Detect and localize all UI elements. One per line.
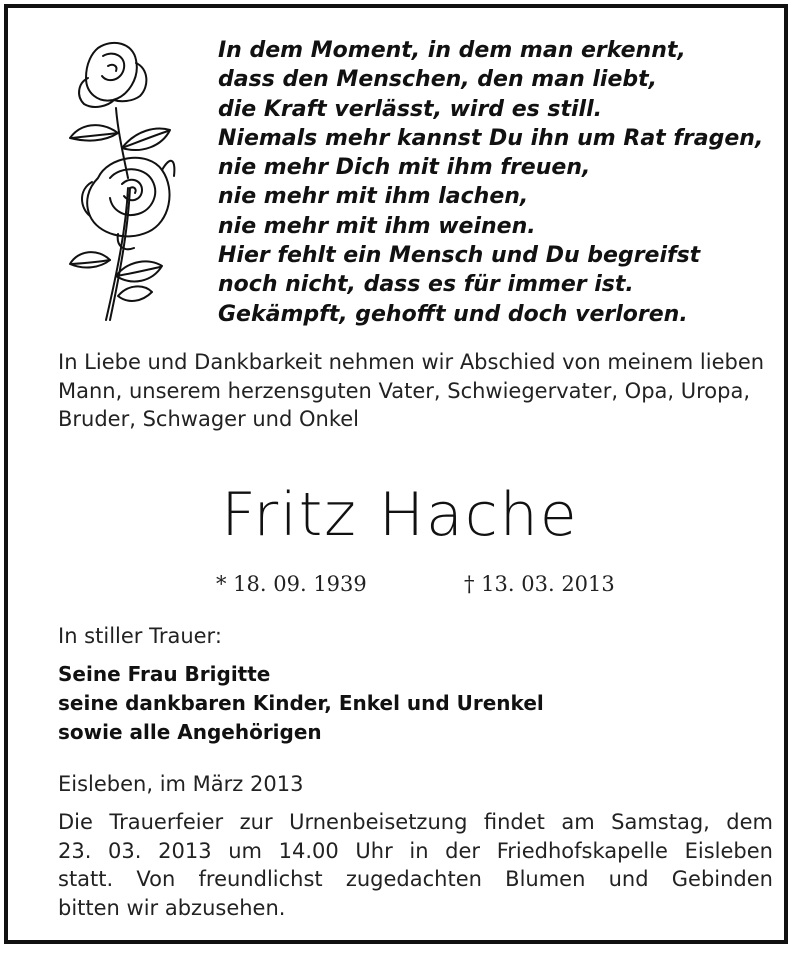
funeral-notice bbox=[58, 808, 773, 922]
poem-line: Niemals mehr kannst Du ihn um Rat fragen, bbox=[218, 125, 764, 151]
notice-line: Die Trauerfeier zur Urnenbeisetzung findet am Samstag, dem bbox=[58, 810, 773, 834]
rose-icon bbox=[58, 38, 178, 328]
family-line: seine dankbaren Kinder, Enkel und Urenkel bbox=[58, 691, 544, 715]
obituary-frame bbox=[4, 4, 788, 944]
poem-line: noch nicht, dass es für immer ist. bbox=[218, 272, 634, 298]
poem-line: Hier fehlt ein Mensch und Du begreifst bbox=[218, 243, 701, 269]
notice-line: 23. 03. 2013 um 14.00 Uhr in der Friedhofskapelle Eisleben bbox=[58, 838, 773, 863]
place-date: Eisleben, im März 2013 bbox=[58, 772, 304, 796]
intro-text: In Liebe und Dankbarkeit nehmen wir Abschied von meinem lieben Mann, unserem herzensguten Vater, Schwiegervater, Opa, Uropa, Bruder, Schwager und Onkel bbox=[58, 350, 765, 431]
poem-line: Gekämpft, gehofft und doch verloren. bbox=[218, 301, 688, 327]
mourning-label: In stiller Trauer: bbox=[58, 624, 222, 648]
birth-date: * 18. 09. 1939 bbox=[216, 572, 367, 596]
poem-line: In dem Moment, in dem man erkennt, bbox=[218, 38, 686, 63]
notice-line: statt. Von freundlichst zugedachten Blumen und Gebinden bbox=[58, 867, 773, 891]
poem-line: dass den Menschen, den man liebt, bbox=[218, 67, 658, 93]
poem-line: die Kraft verlässt, wird es still. bbox=[218, 96, 602, 122]
poem-line: nie mehr mit ihm weinen. bbox=[218, 213, 536, 239]
poem-line: nie mehr mit ihm lachen, bbox=[218, 184, 529, 210]
poem-line: nie mehr Dich mit ihm freuen, bbox=[218, 155, 591, 181]
family-line: Seine Frau Brigitte bbox=[58, 662, 271, 686]
deceased-name: Fritz Hache bbox=[221, 480, 579, 550]
poem bbox=[218, 36, 778, 329]
notice-line: bitten wir abzusehen. bbox=[58, 895, 286, 920]
death-date: † 13. 03. 2013 bbox=[464, 572, 615, 596]
family-line: sowie alle Angehörigen bbox=[58, 720, 322, 744]
family-list bbox=[58, 660, 544, 747]
